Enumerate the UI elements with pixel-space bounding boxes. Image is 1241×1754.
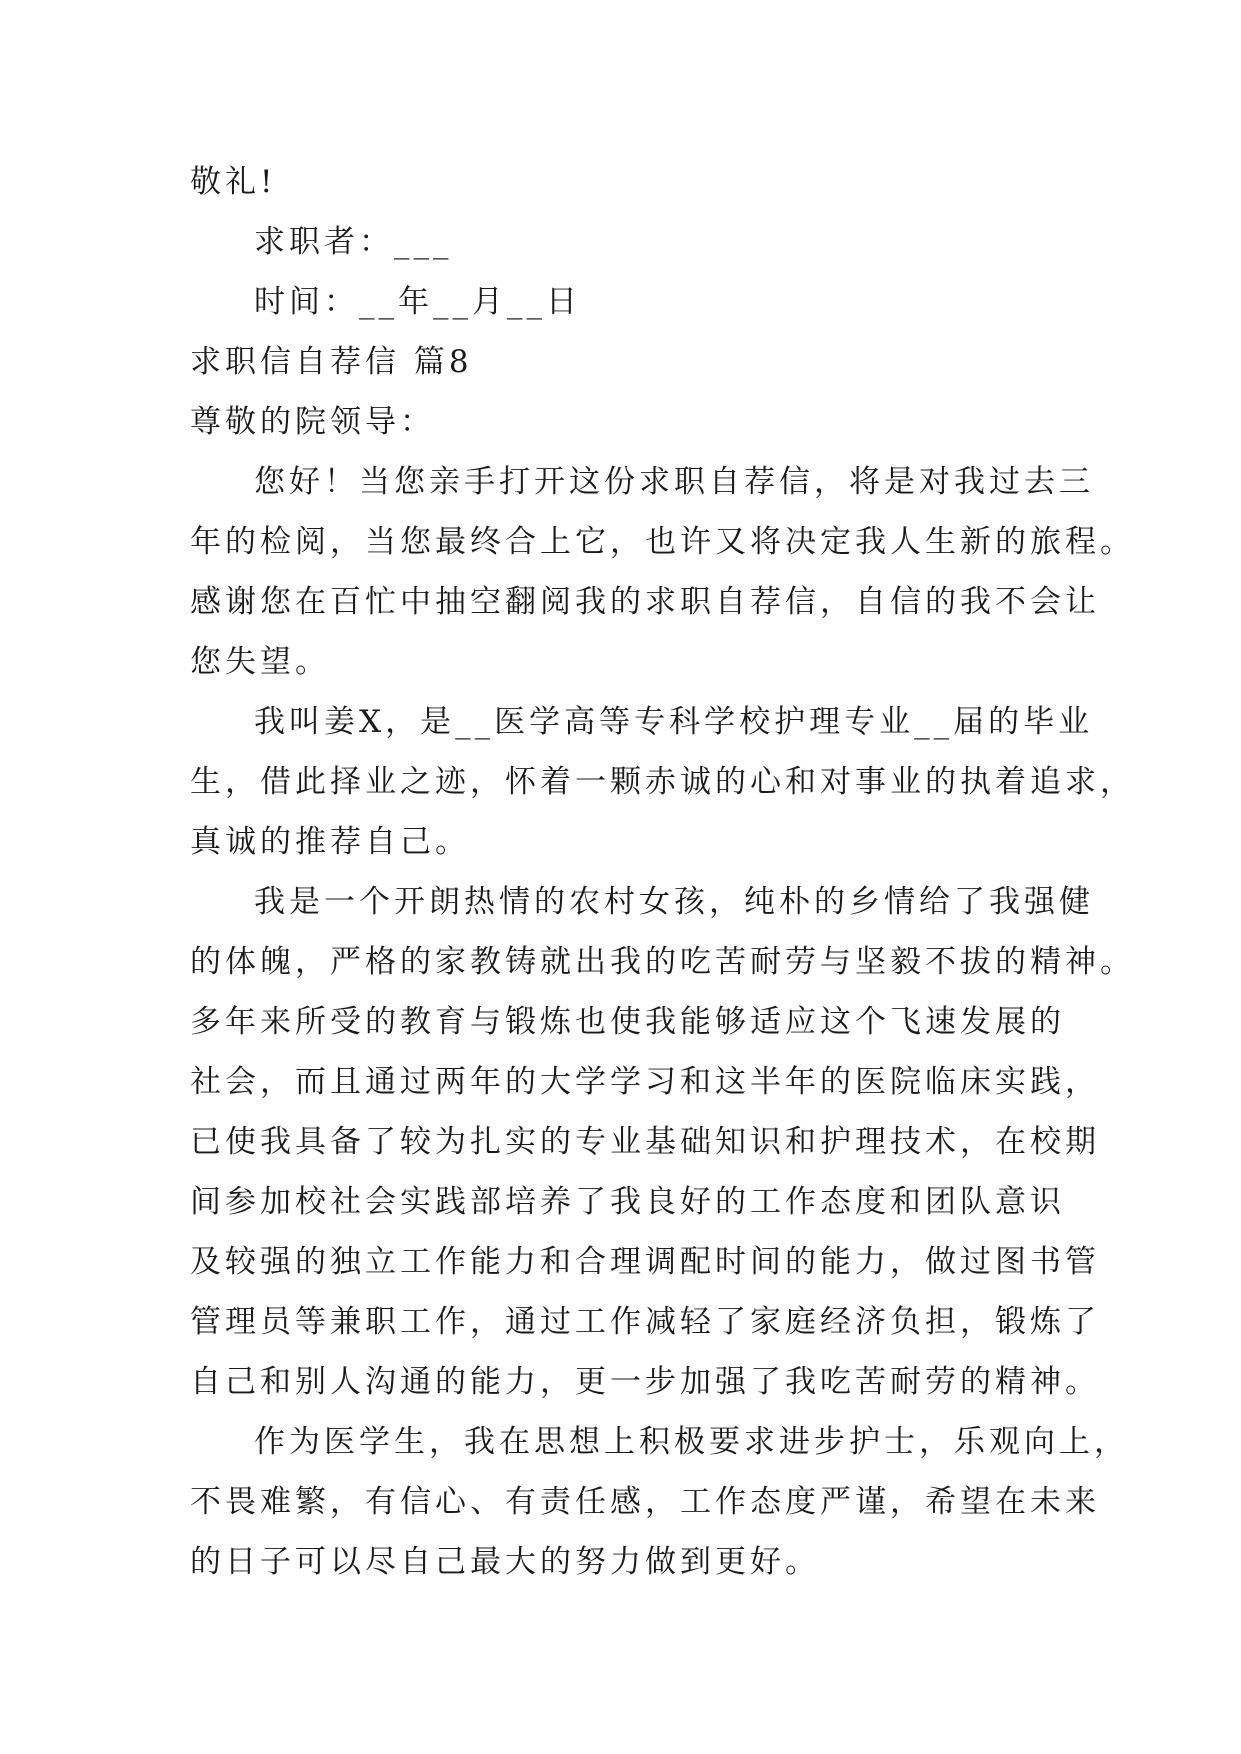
closing-salute: 敬礼! [190, 164, 277, 200]
paragraph-1-line-3: 感谢您在百忙中抽空翻阅我的求职自荐信，自信的我不会让 [190, 584, 1100, 620]
paragraph-1-line-2: 年的检阅，当您最终合上它，也许又将决定我人生新的旅程。 [190, 524, 1135, 560]
paragraph-1-line-1: 您好！当您亲手打开这份求职自荐信，将是对我过去三 [254, 464, 1094, 500]
letter-greeting: 尊敬的院领导： [190, 404, 435, 440]
paragraph-3-line-6: 间参加校社会实践部培养了我良好的工作态度和团队意识 [190, 1184, 1065, 1220]
paragraph-2-line-2: 生，借此择业之迹，怀着一颗赤诚的心和对事业的执着追求， [190, 764, 1135, 800]
date-line: 时间：__年__月__日 [254, 284, 581, 320]
paragraph-3-line-4: 社会，而且通过两年的大学学习和这半年的医院临床实践， [190, 1064, 1100, 1100]
paragraph-3-line-3: 多年来所受的教育与锻炼也使我能够适应这个飞速发展的 [190, 1004, 1065, 1040]
applicant-signature: 求职者：___ [254, 224, 453, 260]
paragraph-3-line-8: 管理员等兼职工作，通过工作减轻了家庭经济负担，锻炼了 [190, 1304, 1100, 1340]
paragraph-3-line-2: 的体魄，严格的家教铸就出我的吃苦耐劳与坚毅不拔的精神。 [190, 944, 1135, 980]
paragraph-3-line-1: 我是一个开朗热情的农村女孩，纯朴的乡情给了我强健 [254, 884, 1094, 920]
document-body [190, 152, 1135, 1592]
paragraph-4-line-2: 不畏难繁，有信心、有责任感，工作态度严谨，希望在未来 [190, 1484, 1100, 1520]
paragraph-3-line-7: 及较强的独立工作能力和合理调配时间的能力，做过图书管 [190, 1244, 1100, 1280]
section-title: 求职信自荐信 篇8 [190, 344, 473, 380]
paragraph-4-line-1: 作为医学生，我在思想上积极要求进步护士，乐观向上， [254, 1424, 1129, 1460]
paragraph-2-line-1: 我叫姜X，是__医学高等专科学校护理专业__届的毕业 [254, 704, 1094, 740]
paragraph-3-line-5: 已使我具备了较为扎实的专业基础知识和护理技术，在校期 [190, 1124, 1100, 1160]
paragraph-3-line-9: 自己和别人沟通的能力，更一步加强了我吃苦耐劳的精神。 [190, 1364, 1100, 1400]
paragraph-2-line-3: 真诚的推荐自己。 [190, 824, 470, 860]
paragraph-1-line-4: 您失望。 [190, 644, 330, 680]
paragraph-4-line-3: 的日子可以尽自己最大的努力做到更好。 [190, 1544, 820, 1580]
